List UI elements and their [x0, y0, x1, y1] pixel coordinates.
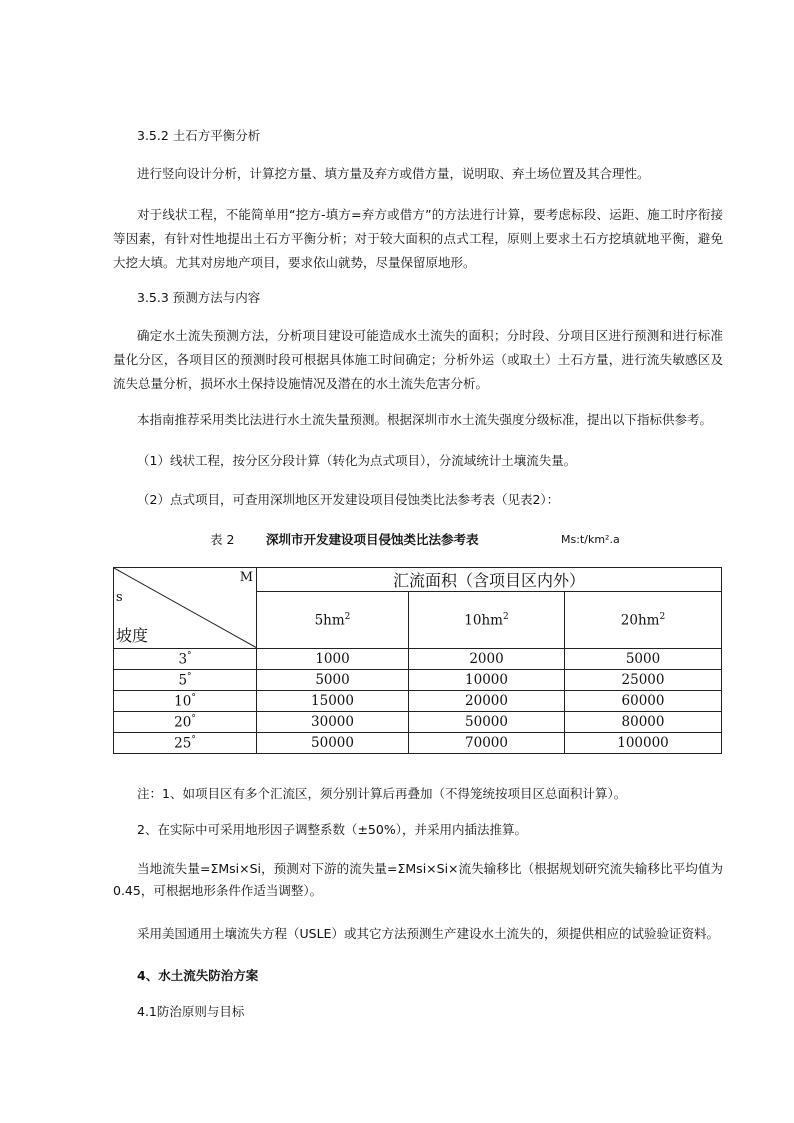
slope-cell: 10°	[114, 691, 257, 712]
note-two: 2、在实际中可采用地形因子调整系数（±50%），并采用内插法推算。	[137, 822, 527, 837]
paragraph-usle: 采用美国通用土壤流失方程（USLE）或其它方法预测生产建设水土流失的，须提供相应的试验验证资料。	[137, 926, 719, 941]
section-heading-4-1: 4.1防治原则与目标	[137, 1004, 245, 1019]
area-header: 汇流面积（含项目区内外）	[257, 568, 722, 592]
corner-label-s: s	[116, 590, 123, 605]
paragraph-prediction-method: 确定水土流失预测方法，分析项目建设可能造成水土流失的面积；分时段、分项目区进行预测和进行标准量化分区，各项目区的预测时段可根据具体施工时间确定；分析外运（或取土）土石方量，进行流失敏感区及流失总量分析，损坏水土保持设施情况及潜在的水土流失危害分析。	[113, 328, 723, 391]
slope-cell: 3°	[114, 649, 257, 670]
value-cell: 50000	[409, 712, 565, 733]
section-heading-3-5-2: 3.5.2 土石方平衡分析	[137, 128, 261, 143]
column-header-20hm: $20hm^2$	[565, 592, 722, 649]
paragraph-analogy-method: 本指南推荐采用类比法进行水土流失量预测。根据深圳市水土流失强度分级标准，提出以下指标供参考。	[137, 412, 713, 427]
table-title: 深圳市开发建设项目侵蚀类比法参考表	[266, 532, 479, 547]
column-header-10hm: $10hm^2$	[409, 592, 565, 649]
section-heading-4: 4、水土流失防治方案	[137, 968, 259, 983]
value-cell: 15000	[257, 691, 409, 712]
value-cell: 70000	[409, 733, 565, 754]
section-heading-3-5-3: 3.5.3 预测方法与内容	[137, 290, 261, 305]
paragraph-earthwork-design: 进行竖向设计分析，计算挖方量、填方量及弃方或借方量，说明取、弃土场位置及其合理性。	[137, 166, 650, 181]
value-cell: 20000	[409, 691, 565, 712]
erosion-reference-table	[113, 567, 722, 754]
value-cell: 1000	[257, 649, 409, 670]
paragraph-local-loss: 当地流失量=ΣMsi×Si，预测对下游的流失量=ΣMsi×Si×流失输移比（根据规划研究流失输移比平均值为0.45，可根据地形条件作适当调整）。	[113, 861, 723, 898]
paragraph-linear-project: （1）线状工程，按分区分段计算（转化为点式项目），分流域统计土壤流失量。	[137, 453, 577, 468]
table-row	[114, 712, 722, 733]
note-one: 注：1、如项目区有多个汇流区，须分别计算后再叠加（不得笼统按项目区总面积计算）。	[137, 786, 627, 801]
paragraph-point-project: （2）点式项目，可查用深圳地区开发建设项目侵蚀类比法参考表（见表2）：	[137, 492, 560, 507]
paragraph-linear-engineering: 对于线状工程，不能简单用“挖方-填方=弃方或借方”的方法进行计算，要考虑标段、运距、施工时序衔接等因素，有针对性地提出土石方平衡分析；对于较大面积的点式工程，原则上要求土石方挖填就地平衡，避免大挖大填。尤其对房地产项目，要求依山就势，尽量保留原地形。	[113, 207, 723, 270]
table-row	[114, 649, 722, 670]
slope-cell: 20°	[114, 712, 257, 733]
slope-cell: 5°	[114, 670, 257, 691]
value-cell: 60000	[565, 691, 722, 712]
value-cell: 10000	[409, 670, 565, 691]
value-cell: 30000	[257, 712, 409, 733]
value-cell: 50000	[257, 733, 409, 754]
table-row	[114, 670, 722, 691]
slope-cell: 25°	[114, 733, 257, 754]
table-row	[114, 691, 722, 712]
value-cell: 2000	[409, 649, 565, 670]
value-cell: 80000	[565, 712, 722, 733]
table-label: 表 2	[210, 532, 235, 547]
value-cell: 5000	[257, 670, 409, 691]
table-corner-header	[114, 568, 257, 649]
value-cell: 25000	[565, 670, 722, 691]
table-unit: Ms:t/km².a	[561, 533, 620, 546]
table-row	[114, 733, 722, 754]
corner-label-slope: 坡度	[116, 626, 149, 645]
corner-label-m: M	[239, 570, 253, 585]
value-cell: 100000	[565, 733, 722, 754]
value-cell: 5000	[565, 649, 722, 670]
column-header-5hm: $5hm^2$	[257, 592, 409, 649]
